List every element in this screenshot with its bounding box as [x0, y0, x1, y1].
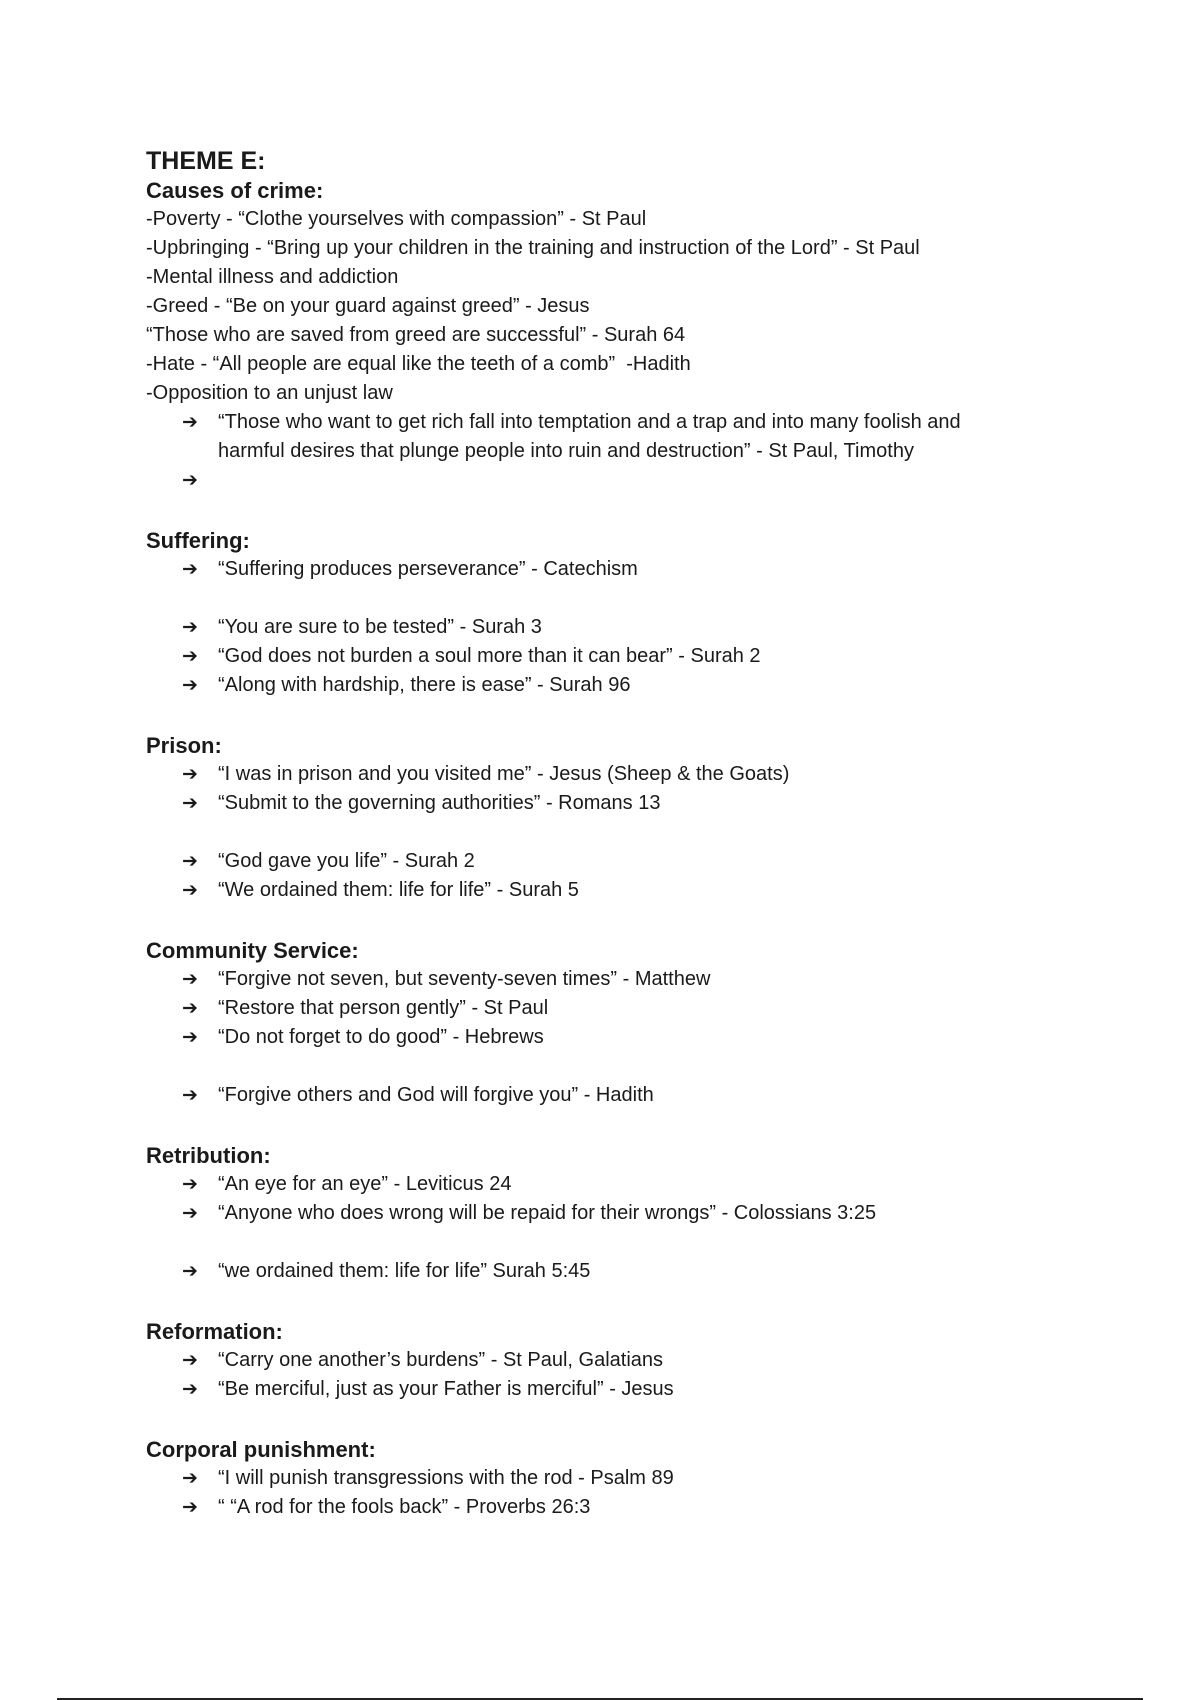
bullet-item — [146, 789, 1096, 818]
arrow-icon: ➔ — [182, 1174, 198, 1195]
bullet-text: “Be merciful, just as your Father is merciful” - Jesus — [218, 1378, 674, 1400]
bullet-text: “Submit to the governing authorities” - Romans 13 — [218, 792, 661, 814]
arrow-icon: ➔ — [182, 1379, 198, 1400]
bullet-text: “An eye for an eye” - Leviticus 24 — [218, 1173, 512, 1195]
arrow-icon: ➔ — [182, 764, 198, 785]
bullet-item — [146, 671, 1096, 700]
text-line: “Those who are saved from greed are successful” - Surah 64 — [146, 324, 686, 346]
arrow-icon: ➔ — [182, 617, 198, 638]
arrow-icon: ➔ — [182, 412, 198, 433]
bullet-text: “God does not burden a soul more than it can bear” - Surah 2 — [218, 645, 761, 667]
arrow-icon: ➔ — [182, 1350, 198, 1371]
bullet-text: “Do not forget to do good” - Hebrews — [218, 1026, 544, 1048]
bullet-text: “I will punish transgressions with the rod - Psalm 89 — [218, 1467, 674, 1489]
section-heading-causes: Causes of crime: — [146, 178, 324, 203]
bullet-text: “we ordained them: life for life” Surah 5:45 — [218, 1260, 591, 1282]
document-page — [146, 146, 1096, 1522]
page-title: THEME E: — [146, 147, 266, 175]
bullet-item — [146, 613, 1096, 642]
bullet-item — [146, 1346, 1096, 1375]
arrow-icon: ➔ — [182, 470, 198, 491]
arrow-icon: ➔ — [182, 559, 198, 580]
section-heading-corporal-punishment: Corporal punishment: — [146, 1437, 376, 1462]
text-line: -Mental illness and addiction — [146, 266, 399, 288]
bullet-text: “Along with hardship, there is ease” - Surah 96 — [218, 674, 631, 696]
bullet-item — [146, 1023, 1096, 1052]
text-line: -Poverty - “Clothe yourselves with compassion” - St Paul — [146, 208, 647, 230]
bullet-item — [146, 965, 1096, 994]
text-line: -Greed - “Be on your guard against greed” - Jesus — [146, 295, 590, 317]
bullet-text: “Suffering produces perseverance” - Catechism — [218, 558, 638, 580]
arrow-icon: ➔ — [182, 793, 198, 814]
section-heading-prison: Prison: — [146, 733, 222, 758]
bullet-text: “Those who want to get rich fall into temptation and a trap and into many foolish and — [218, 411, 961, 433]
bullet-text: “ “A rod for the fools back” - Proverbs 26:3 — [218, 1496, 591, 1518]
arrow-icon: ➔ — [182, 880, 198, 901]
bullet-item — [146, 760, 1096, 789]
section-heading-community-service: Community Service: — [146, 938, 359, 963]
bullet-text: “You are sure to be tested” - Surah 3 — [218, 616, 542, 638]
bullet-text: “We ordained them: life for life” - Surah 5 — [218, 879, 579, 901]
arrow-icon: ➔ — [182, 1085, 198, 1106]
bullet-item — [146, 1199, 1096, 1228]
arrow-icon: ➔ — [182, 998, 198, 1019]
arrow-icon: ➔ — [182, 1027, 198, 1048]
bullet-item — [146, 994, 1096, 1023]
bullet-item — [146, 1375, 1096, 1404]
bullet-item — [146, 1257, 1096, 1286]
bullet-text: “God gave you life” - Surah 2 — [218, 850, 475, 872]
bullet-item-empty — [146, 466, 1096, 495]
text-line: -Opposition to an unjust law — [146, 382, 393, 404]
section-heading-reformation: Reformation: — [146, 1319, 283, 1344]
section-heading-suffering: Suffering: — [146, 528, 250, 553]
arrow-icon: ➔ — [182, 646, 198, 667]
bullet-item — [146, 1464, 1096, 1493]
bullet-item — [146, 1170, 1096, 1199]
bullet-item — [146, 847, 1096, 876]
arrow-icon: ➔ — [182, 1261, 198, 1282]
arrow-icon: ➔ — [182, 1203, 198, 1224]
bullet-text-continued: harmful desires that plunge people into ruin and destruction” - St Paul, Timothy — [218, 440, 914, 462]
arrow-icon: ➔ — [182, 851, 198, 872]
arrow-icon: ➔ — [182, 1497, 198, 1518]
arrow-icon: ➔ — [182, 969, 198, 990]
bullet-item — [146, 876, 1096, 905]
bullet-text: “Forgive others and God will forgive you” - Hadith — [218, 1084, 654, 1106]
text-line: -Upbringing - “Bring up your children in the training and instruction of the Lord” - St Paul — [146, 237, 920, 259]
bullet-text: “Anyone who does wrong will be repaid for their wrongs” - Colossians 3:25 — [218, 1202, 877, 1224]
section-heading-retribution: Retribution: — [146, 1143, 271, 1168]
bullet-item — [146, 1493, 1096, 1522]
arrow-icon: ➔ — [182, 675, 198, 696]
bullet-item — [146, 555, 1096, 584]
bullet-text: “Forgive not seven, but seventy-seven times” - Matthew — [218, 968, 711, 990]
bullet-text: “I was in prison and you visited me” - Jesus (Sheep & the Goats) — [218, 763, 790, 785]
bullet-item — [146, 642, 1096, 671]
text-line: -Hate - “All people are equal like the teeth of a comb” -Hadith — [146, 353, 691, 375]
bullet-text: “Restore that person gently” - St Paul — [218, 997, 549, 1019]
bullet-item — [146, 408, 1096, 466]
bullet-text: “Carry one another’s burdens” - St Paul, Galatians — [218, 1349, 664, 1371]
arrow-icon: ➔ — [182, 1468, 198, 1489]
bullet-item — [146, 1081, 1096, 1110]
